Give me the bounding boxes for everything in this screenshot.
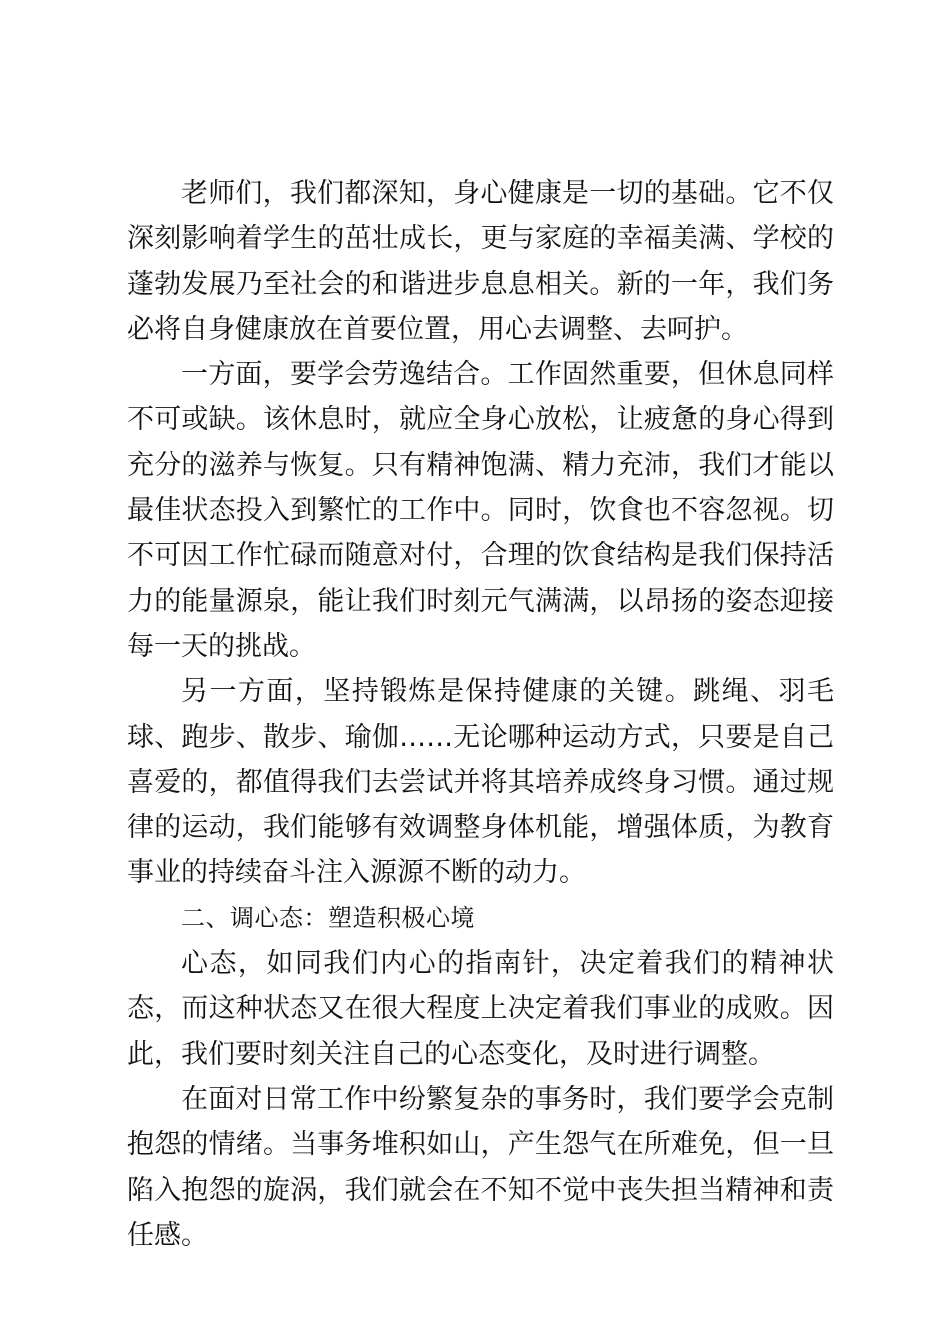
document-body [127, 171, 834, 1258]
paragraph-exercise: 另一方面，坚持锻炼是保持健康的关键。跳绳、羽毛球、跑步、散步、瑜伽……无论哪种运动方式，只要是自己喜爱的，都值得我们去尝试并将其培养成终身习惯。通过规律的运动，我们能够有效调整身体机能，增强体质，为教育事业的持续奋斗注入源源不断的动力。 [127, 676, 834, 889]
section-heading-mindset: 二、调心态：塑造积极心境 [181, 903, 475, 932]
paragraph-mindset-compass: 心态，如同我们内心的指南针，决定着我们的精神状态，而这种状态又在很大程度上决定着我们事业的成败。因此，我们要时刻关注自己的心态变化，及时进行调整。 [127, 948, 834, 1070]
paragraph-work-rest-balance: 一方面，要学会劳逸结合。工作固然重要，但休息同样不可或缺。该休息时，就应全身心放松，让疲惫的身心得到充分的滋养与恢复。只有精神饱满、精力充沛，我们才能以最佳状态投入到繁忙的工作中。同时，饮食也不容忽视。切不可因工作忙碌而随意对付，合理的饮食结构是我们保持活力的能量源泉，能让我们时刻元气满满，以昂扬的姿态迎接每一天的挑战。 [127, 359, 834, 662]
paragraph-restrain-complaints: 在面对日常工作中纷繁复杂的事务时，我们要学会克制抱怨的情绪。当事务堆积如山，产生怨气在所难免，但一旦陷入抱怨的旋涡，我们就会在不知不觉中丧失担当精神和责任感。 [127, 1083, 834, 1251]
paragraph-health-foundation: 老师们，我们都深知，身心健康是一切的基础。它不仅深刻影响着学生的茁壮成长，更与家庭的幸福美满、学校的蓬勃发展乃至社会的和谐进步息息相关。新的一年，我们务必将自身健康放在首要位置，用心去调整、去呵护。 [127, 178, 834, 345]
